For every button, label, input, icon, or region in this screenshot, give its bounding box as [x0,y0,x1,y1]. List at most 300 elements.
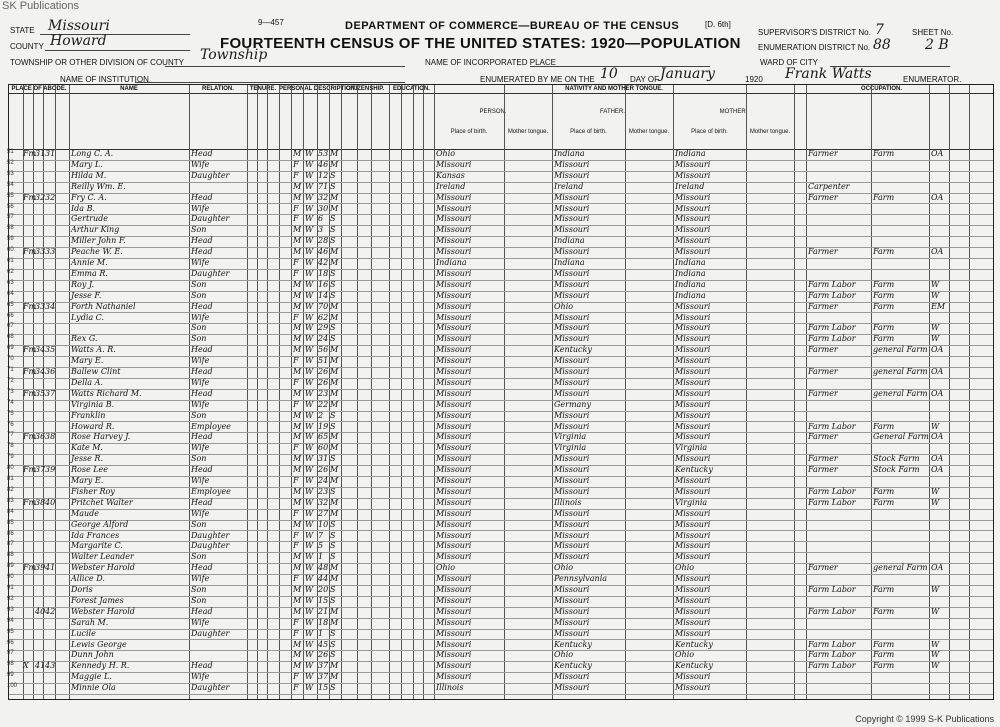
occupation: Farmer [808,465,838,475]
age: 1 [318,552,324,562]
occupation: Farmer [808,345,838,355]
marital-status: M [330,367,339,376]
marital-status: M [330,606,339,616]
table-row [9,313,993,322]
person-birthplace: Missouri [436,617,472,627]
race: W [305,465,314,475]
mother-birthplace: Missouri [675,486,711,496]
table-row [9,465,993,474]
age: 3 [318,225,324,235]
person-name: Kennedy H. R. [71,661,130,671]
line-number: 69 [7,345,14,352]
sex: M [293,323,302,333]
person-name: Rose Harvey J. [71,432,131,442]
relation: Head [191,247,213,257]
section-relation: RELATION. [202,86,234,92]
line-number: 75 [7,410,14,417]
class-of-worker: W [931,334,940,344]
father-birthplace: Ireland [554,181,584,191]
mother-birthplace: Indiana [675,268,706,278]
line-number: 90 [7,574,14,581]
sex: M [293,585,302,594]
mother-birthplace: Missouri [675,334,711,344]
enum-day: 10 [600,66,618,82]
age: 32 [318,192,329,202]
race: W [305,683,314,693]
class-of-worker: EM [931,301,946,311]
age: 45 [318,639,329,649]
relation: Son [191,225,207,235]
subhead-mother-tongue: Mother tongue. [749,129,791,135]
sex: F [293,268,299,278]
subsection-mother: MOTHER. [719,109,748,115]
industry: Farm [873,334,895,344]
house-number: 33 [35,247,46,257]
relation: Wife [191,312,210,322]
relation: Head [191,497,213,507]
table-row [9,204,993,213]
age: 32 [318,497,329,507]
table-row [9,193,993,202]
mother-birthplace: Missouri [675,236,711,246]
father-birthplace: Missouri [554,214,590,224]
person-name: Ballew Clint [71,367,121,376]
person-name: Franklin [71,410,106,420]
father-birthplace: Missouri [554,595,590,605]
age: 2 [318,410,324,420]
person-birthplace: Missouri [436,192,472,202]
mother-birthplace: Missouri [675,323,711,333]
mother-birthplace: Missouri [675,312,711,322]
race: W [305,170,314,180]
age: 16 [318,279,329,289]
father-birthplace: Missouri [554,552,590,562]
class-of-worker: OA [931,454,944,464]
father-birthplace: Missouri [554,334,590,344]
relation: Daughter [191,268,230,278]
marital-status: M [330,661,339,671]
marital-status: M [330,356,339,366]
family-number: 35 [45,345,56,355]
table-row [9,454,993,463]
marital-status: S [330,181,336,191]
line-number: 67 [7,323,14,330]
form-code: [D. 6th] [705,20,731,29]
line-number: 65 [7,301,14,308]
industry: General Farm [873,432,929,442]
mother-birthplace: Missouri [675,617,711,627]
sex: M [293,454,302,464]
sex: M [293,236,302,246]
mother-birthplace: Ireland [675,181,705,191]
marital-status: M [330,258,339,267]
occupation: Farmer [808,454,838,464]
person-name: Forth Nathaniel [71,301,136,311]
father-birthplace: Missouri [554,192,590,202]
line-number: 56 [7,203,14,210]
person-birthplace: Missouri [436,410,472,420]
person-name: Peache W. E. [71,247,123,257]
relation: Daughter [191,628,230,638]
line-number: 70 [7,356,14,363]
race: W [305,530,314,540]
sex: F [293,476,299,485]
industry: Stock Farm [873,465,920,475]
line-number: 77 [7,432,14,439]
relation: Son [191,290,207,300]
marital-status: M [330,574,339,584]
person-name: Lydia C. [71,312,105,322]
race: W [305,508,314,518]
age: 42 [318,258,329,267]
person-birthplace: Missouri [436,367,472,376]
race: W [305,454,314,464]
relation: Wife [191,476,210,485]
mother-birthplace: Missouri [675,203,711,213]
mother-birthplace: Missouri [675,476,711,485]
mother-birthplace: Missouri [675,377,711,387]
relation: Wife [191,377,210,387]
father-birthplace: Kentucky [554,639,592,649]
person-name: Margarite C. [71,541,123,551]
father-birthplace: Missouri [554,476,590,485]
person-birthplace: Missouri [436,377,472,387]
marital-status: M [330,377,339,387]
marital-status: S [330,541,336,551]
line-number: 85 [7,519,14,526]
line-number: 51 [7,149,14,155]
relation: Wife [191,356,210,366]
mother-birthplace: Missouri [675,595,711,605]
age: 15 [318,595,329,605]
father-birthplace: Missouri [554,225,590,235]
mother-birthplace: Missouri [675,301,711,311]
race: W [305,279,314,289]
dwelling: Fm [23,192,37,202]
sex: M [293,421,302,431]
day-of-label: DAY OF [630,75,660,84]
person-birthplace: Missouri [436,552,472,562]
marital-status: M [330,432,339,442]
table-row [9,618,993,627]
marital-status: S [330,486,336,496]
person-name: Ida B. [71,203,96,213]
relation: Head [191,236,213,246]
line-number: 97 [7,650,14,657]
table-row [9,520,993,529]
sex: M [293,334,302,344]
line-number: 79 [7,454,14,461]
person-name: Watts A. R. [71,345,116,355]
age: 26 [318,650,329,660]
mother-birthplace: Missouri [675,530,711,540]
person-name: Miller John F. [71,236,126,246]
marital-status: S [330,225,336,235]
race: W [305,672,314,682]
relation: Son [191,454,207,464]
marital-status: M [330,497,339,507]
marital-status: M [330,388,339,398]
race: W [305,563,314,573]
race: W [305,290,314,300]
dwelling: Fm [23,149,37,158]
person-name: Fry C. A. [71,192,107,202]
person-birthplace: Missouri [436,508,472,518]
class-of-worker: OA [931,563,944,573]
relation: Son [191,279,207,289]
marital-status: M [330,465,339,475]
race: W [305,225,314,235]
marital-status: M [330,192,339,202]
table-row [9,225,993,234]
line-number: 76 [7,421,14,428]
person-name: Ida Frances [71,530,120,540]
relation: Son [191,323,207,333]
county-value: Howard [50,33,107,49]
table-row [9,389,993,398]
relation: Head [191,149,213,158]
age: 26 [318,465,329,475]
race: W [305,388,314,398]
marital-status: S [330,279,336,289]
line-number: 62 [7,268,14,275]
person-name: Pritchet Walter [71,497,133,507]
industry: Farm [873,323,895,333]
race: W [305,301,314,311]
age: 71 [318,181,329,191]
father-birthplace: Missouri [554,672,590,682]
age: 15 [318,683,329,693]
sex: F [293,356,299,366]
class-of-worker: OA [931,192,944,202]
line-number: 95 [7,628,14,635]
table-row [9,531,993,540]
table-row [9,498,993,507]
race: W [305,661,314,671]
father-birthplace: Missouri [554,159,590,169]
supervisor-value: 7 [875,22,884,38]
table-row [9,291,993,300]
father-birthplace: Missouri [554,323,590,333]
line-number: 100 [7,683,18,690]
mother-birthplace: Missouri [675,247,711,257]
person-name: Fisher Roy [71,486,115,496]
father-birthplace: Missouri [554,486,590,496]
mother-birthplace: Virginia [675,497,708,507]
father-birthplace: Missouri [554,421,590,431]
person-birthplace: Missouri [436,159,472,169]
relation: Head [191,345,213,355]
table-row [9,661,993,670]
person-name: Webster Harold [71,606,135,616]
age: 19 [318,421,329,431]
person-birthplace: Missouri [436,421,472,431]
industry: general Farm [873,388,928,398]
race: W [305,552,314,562]
table-row [9,411,993,420]
institution-label: NAME OF INSTITUTION [60,75,149,84]
line-number: 80 [7,465,14,472]
table-row [9,302,993,311]
person-birthplace: Missouri [436,606,472,616]
house-number: 34 [35,367,46,376]
race: W [305,628,314,638]
industry: general Farm [873,367,928,376]
section-name: NAME [120,86,138,92]
mother-birthplace: Missouri [675,214,711,224]
person-name: Emma R. [71,268,108,278]
subhead-mother-pob: Place of birth. [691,129,728,135]
father-birthplace: Missouri [554,356,590,366]
class-of-worker: W [931,639,940,649]
mother-birthplace: Missouri [675,421,711,431]
family-number: 32 [45,192,56,202]
age: 29 [318,323,329,333]
house-number: 36 [35,432,46,442]
relation: Son [191,519,207,529]
sex: M [293,149,302,158]
father-birthplace: Missouri [554,268,590,278]
age: 60 [318,443,329,453]
age: 24 [318,476,329,485]
person-birthplace: Illinois [436,683,464,693]
father-birthplace: Missouri [554,617,590,627]
sex: M [293,367,302,376]
occupation: Farmer [808,367,838,376]
line-number: 55 [7,192,14,199]
age: 23 [318,388,329,398]
race: W [305,541,314,551]
relation: Employee [191,421,231,431]
marital-status: S [330,214,336,224]
sex: M [293,410,302,420]
age: 27 [318,508,329,518]
table-row [9,258,993,267]
county-label: COUNTY [10,42,44,51]
sex: F [293,508,299,518]
person-birthplace: Missouri [436,225,472,235]
sex: F [293,203,299,213]
sex: M [293,486,302,496]
person-name: Kate M. [71,443,103,453]
class-of-worker: OA [931,432,944,442]
industry: Farm [873,192,895,202]
occupation: Farm Labor [808,334,856,344]
mother-birthplace: Missouri [675,345,711,355]
table-row [9,541,993,550]
sex: F [293,159,299,169]
sex: F [293,672,299,682]
line-number: 53 [7,170,14,177]
line-number: 96 [7,639,14,646]
sex: M [293,519,302,529]
age: 44 [318,574,329,584]
father-birthplace: Missouri [554,279,590,289]
sex: F [293,214,299,224]
age: 10 [318,519,329,529]
father-birthplace: Ohio [554,650,574,660]
person-name: Lewis George [71,639,127,649]
person-birthplace: Missouri [436,519,472,529]
race: W [305,585,314,594]
relation: Wife [191,508,210,518]
person-birthplace: Missouri [436,268,472,278]
sex: M [293,247,302,257]
line-number: 59 [7,236,14,243]
dwelling: Fm [23,388,37,398]
enumerator-label: ENUMERATOR. [903,75,962,84]
line-number: 57 [7,214,14,221]
person-birthplace: Ohio [436,149,456,158]
person-name: Webster Harold [71,563,135,573]
person-birthplace: Missouri [436,290,472,300]
race: W [305,639,314,649]
marital-status: S [330,639,336,649]
table-row [9,345,993,354]
race: W [305,159,314,169]
person-name: Mary E. [71,476,104,485]
race: W [305,356,314,366]
marital-status: M [330,312,339,322]
marital-status: S [330,628,336,638]
occupation: Farm Labor [808,497,856,507]
age: 14 [318,290,329,300]
relation: Daughter [191,214,230,224]
industry: Farm [873,290,895,300]
dwelling: Fm [23,497,37,507]
subhead-person-tongue: Mother tongue. [507,129,549,135]
marital-status: S [330,530,336,540]
race: W [305,476,314,485]
person-name: Forest James [71,595,124,605]
father-birthplace: Missouri [554,530,590,540]
mother-birthplace: Kentucky [675,661,713,671]
person-birthplace: Missouri [436,465,472,475]
mother-birthplace: Missouri [675,356,711,366]
person-name: Doris [71,585,93,594]
age: 30 [318,203,329,213]
family-number: 40 [45,497,56,507]
age: 26 [318,367,329,376]
person-birthplace: Ireland [436,181,466,191]
mother-birthplace: Indiana [675,290,706,300]
father-birthplace: Missouri [554,367,590,376]
father-birthplace: Missouri [554,388,590,398]
person-birthplace: Kansas [436,170,465,180]
industry: Stock Farm [873,454,920,464]
table-row [9,149,993,158]
marital-status: M [330,345,339,355]
sex: M [293,388,302,398]
line-number: 99 [7,672,14,679]
person-name: Hilda M. [71,170,107,180]
enum-month: January [660,66,715,82]
race: W [305,203,314,213]
person-name: Jesse R. [71,454,103,464]
marital-status: S [330,334,336,344]
relation: Daughter [191,541,230,551]
marital-status: S [330,421,336,431]
marital-status: S [330,650,336,660]
industry: Farm [873,486,895,496]
age: 65 [318,432,329,442]
person-birthplace: Missouri [436,497,472,507]
father-birthplace: Missouri [554,465,590,475]
person-birthplace: Missouri [436,585,472,594]
house-number: 31 [35,149,46,158]
age: 51 [318,356,329,366]
father-birthplace: Missouri [554,606,590,616]
